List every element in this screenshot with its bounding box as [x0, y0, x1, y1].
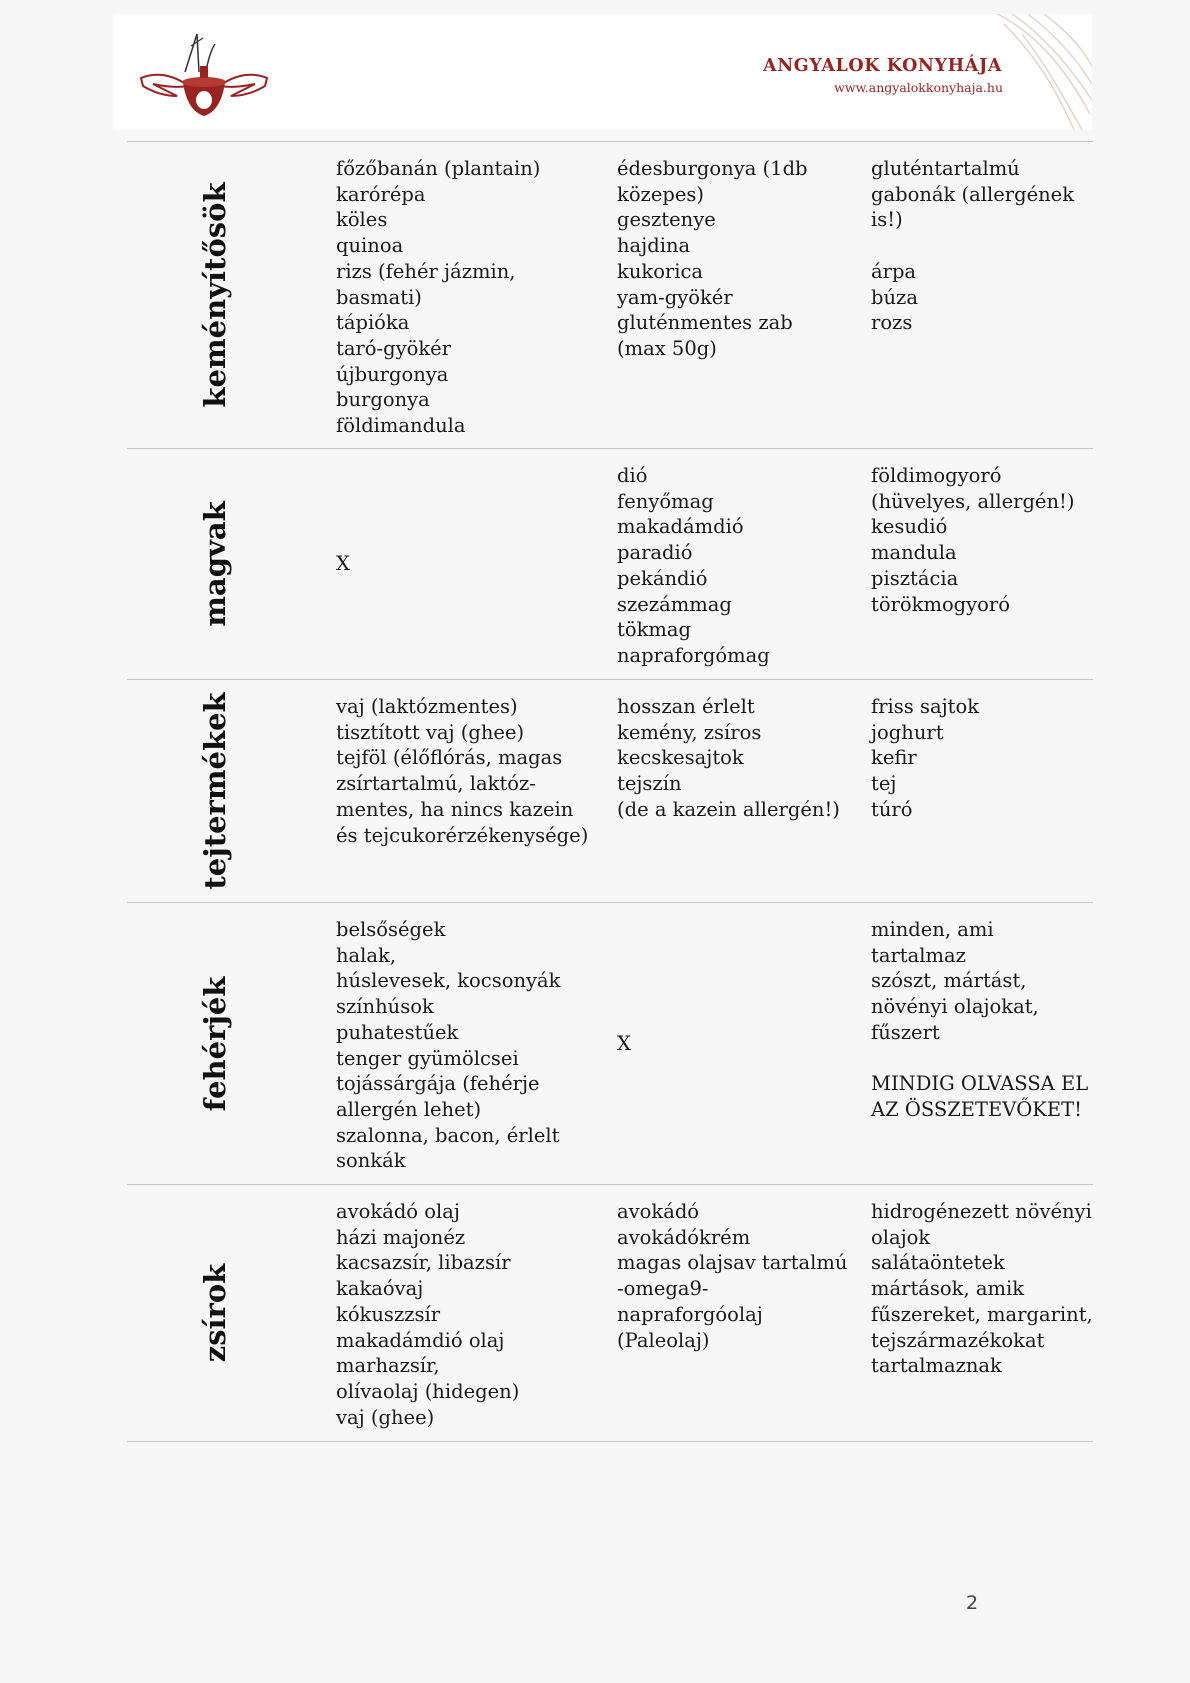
table-row-magvak: [127, 448, 1093, 679]
row-cell-col1: X: [336, 552, 350, 576]
row-label-zsirok: zsírok: [197, 1263, 232, 1363]
table-row-kemenyitosok: [127, 141, 1093, 448]
brand-url: www.angyalokkonyhaja.hu: [834, 80, 1003, 95]
wing-decoration-icon: [982, 14, 1092, 130]
row-cell-col1: vaj (laktózmentes) tisztított vaj (ghee) tejföl (élőflórás, magas zsírtartalmú, laktóz- mentes, ha nincs kazein és tejcukorérzékenysége): [336, 695, 589, 847]
row-cell-col1: főzőbanán (plantain) karórépa köles quinoa rizs (fehér jázmin, basmati) tápióka taró-gyökér újburgonya burgonya földimandula: [336, 157, 541, 438]
row-cell-col3: gluténtartalmú gabonák (allergének is!) árpa búza rozs: [871, 157, 1075, 335]
row-cell-col2: X: [617, 1031, 631, 1055]
row-cell-col2: dió fenyőmag makadámdió paradió pekándió szezámmag tökmag napraforgómag: [617, 464, 770, 667]
row-label-kemenyitosok: keményítősök: [197, 182, 232, 408]
row-label-feherjek: fehérjék: [197, 976, 232, 1111]
food-category-table: [127, 141, 1093, 1442]
row-cell-col2: avokádó avokádókrém magas olajsav tartalmú -omega9- napraforgóolaj (Paleolaj): [617, 1200, 848, 1352]
row-label-tejtermekek: tejtermékek: [197, 692, 232, 890]
row-cell-col3: friss sajtok joghurt kefir tej túró: [871, 695, 980, 821]
table-row-zsirok: [127, 1184, 1093, 1442]
angel-pot-logo-icon: [133, 26, 275, 124]
row-cell-col3: földimogyoró (hüvelyes, allergén!) kesudió mandula pisztácia törökmogyoró: [871, 464, 1075, 616]
row-cell-col2: édesburgonya (1db közepes) gesztenye hajdina kukorica yam-gyökér gluténmentes zab (max 50g): [617, 157, 808, 360]
row-cell-col1: avokádó olaj házi majonéz kacsazsír, libazsír kakaóvaj kókuszzsír makadámdió olaj marhazsír, olívaolaj (hidegen) vaj (ghee): [336, 1200, 520, 1429]
table-row-tejtermekek: [127, 679, 1093, 902]
row-cell-col1: belsőségek halak, húslevesek, kocsonyák színhúsok puhatestűek tenger gyümölcsei tojássárgája (fehérje allergén lehet) szalonna, bacon, érlelt sonkák: [336, 918, 561, 1173]
table-row-feherjek: [127, 902, 1093, 1184]
row-cell-col3: minden, ami tartalmaz szószt, mártást, növényi olajokat, fűszert MINDIG OLVASSA EL AZ ÖSSZETEVŐKET!: [871, 918, 1089, 1121]
row-cell-col3: hidrogénezett növényi olajok salátaöntetek mártások, amik fűszereket, margarint, tejszármazékokat tartalmaznak: [871, 1200, 1093, 1378]
row-label-magvak: magvak: [197, 501, 232, 627]
brand-title: ANGYALOK KONYHÁJA: [763, 56, 1002, 76]
page-number: 2: [966, 1592, 979, 1614]
row-cell-col2: hosszan érlelt kemény, zsíros kecskesajtok tejszín (de a kazein allergén!): [617, 695, 840, 821]
page-header: [113, 14, 1092, 130]
